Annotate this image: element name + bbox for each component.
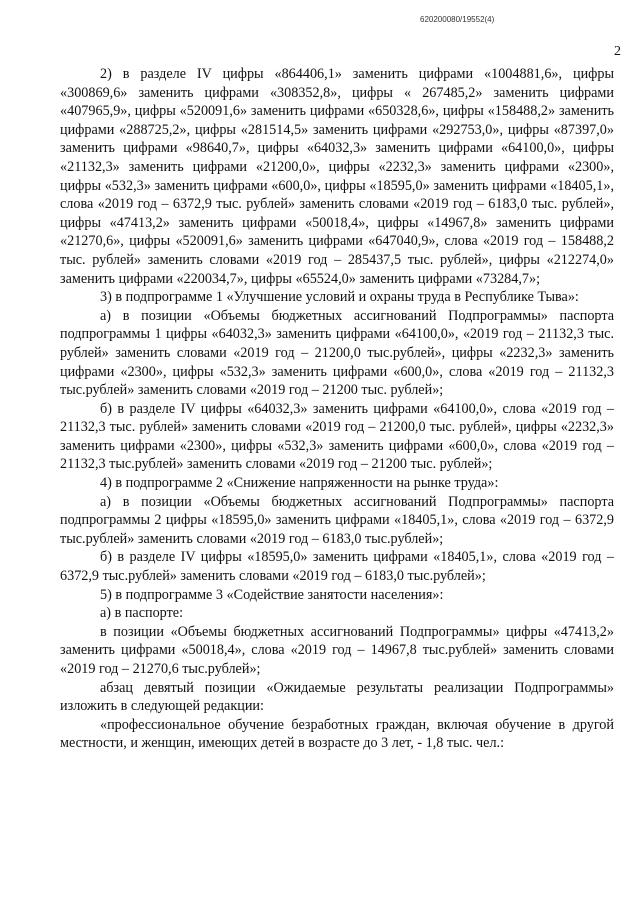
- paragraph-subprogram-2-section-iv: б) в разделе IV цифры «18595,0» заменить цифрами «18405,1», слова «2019 год – 6372,9 тыс.рублей» заменить словами «2019 год – 6183,0 тыс.рублей»;: [60, 549, 614, 585]
- paragraph-subprogram-1-heading: 3) в подпрограмме 1 «Улучшение условий и охраны труда в Республике Тыва»:: [100, 289, 579, 306]
- paragraph-subprogram-2-heading: 4) в подпрограмме 2 «Снижение напряженности на рынке труда»:: [100, 475, 499, 492]
- paragraph-subprogram-3-passport: а) в паспорте:: [100, 605, 184, 622]
- paragraph-subprogram-1-section-iv: б) в разделе IV цифры «64032,3» заменить цифрами «64100,0», слова «2019 год – 21132,3 тыс. рублей» заменить словами «2019 год – 21200,0 тыс. рублей», цифры «2232,3» заменить цифрами «2300», цифры «532,3» заменить цифрами «600,0», слова «2019 год – 21132,3 тыс.рублей» заменить словами «2019 год – 21200 тыс. рублей»;: [60, 400, 614, 473]
- document-body: [60, 65, 614, 753]
- paragraph-subprogram-1-passport: а) в позиции «Объемы бюджетных ассигнований Подпрограммы» паспорта подпрограммы 1 цифры «64032,3» заменить цифрами «64100,0», «2019 год – 21132,3 тыс. рублей» заменить словами «2019 год – 21200,0 тыс.рублей», цифры «2232,3» заменить цифрами «2300», цифры «532,3» заменить цифрами «600,0», слова «2019 год – 21132,3 тыс.рублей» заменить словами «2019 год – 21200 тыс. рублей»;: [60, 307, 614, 399]
- paragraph-section-iv-changes: 2) в разделе IV цифры «864406,1» заменить цифрами «1004881,6», цифры «300869,6» заменить цифрами «308352,8», цифры « 267485,2» заменить цифрами «407965,9», цифры «520091,6» заменить цифрами «650328,6», цифры «158488,2» заменить цифрами «288725,2», цифры «281514,5» заменить цифрами «292753,0», цифры «87397,0» заменить цифрами «98640,7», цифры «64032,3» заменить цифрами «64100,0», цифры «21132,3» заменить цифрами «21200,0», цифры «2232,3» заменить цифрами «2300», цифры «532,3» заменить цифрами «600,0», цифры «18595,0» заменить цифрами «18405,1», слова «2019 год – 6372,9 тыс. рублей» заменить словами «2019 год – 6183,0 тыс. рублей», цифры «47413,2» заменить цифрами «50018,4», цифры «14967,8» заменить цифрами «21270,6», цифры «520091,6» заменить цифрами «647040,9», слова «2019 год – 158488,2 тыс. рублей» заменить словами «2019 год – 285437,5 тыс. рублей», цифры «212274,0» заменить цифрами «220034,7», цифры «65524,0» заменить цифрами «73284,7»;: [60, 66, 614, 287]
- paragraph-subprogram-3-training: «профессиональное обучение безработных граждан, включая обучение в другой местности, и женщин, имеющих детей в возрасте до 3 лет, - 1,8 тыс. чел.:: [60, 716, 614, 752]
- paragraph-subprogram-3-heading: 5) в подпрограмме 3 «Содействие занятости населения»:: [100, 586, 444, 603]
- paragraph-subprogram-2-passport: а) в позиции «Объемы бюджетных ассигнований Подпрограммы» паспорта подпрограммы 2 цифры «18595,0» заменить цифрами «18405,1», слова «2019 год – 6372,9 тыс.рублей» заменить словами «2019 год – 6183,0 тыс.рублей»;: [60, 493, 614, 547]
- document-id: 620200080/19552(4): [420, 15, 495, 24]
- page-number: 2: [614, 44, 621, 59]
- paragraph-subprogram-3-budget: в позиции «Объемы бюджетных ассигнований Подпрограммы» цифры «47413,2» заменить цифрами «50018,4», слова «2019 год – 14967,8 тыс.рублей» заменить словами «2019 год – 21270,6 тыс.рублей»;: [60, 623, 614, 677]
- paragraph-subprogram-3-results: абзац девятый позиции «Ожидаемые результаты реализации Подпрограммы» изложить в следующей редакции:: [60, 679, 614, 715]
